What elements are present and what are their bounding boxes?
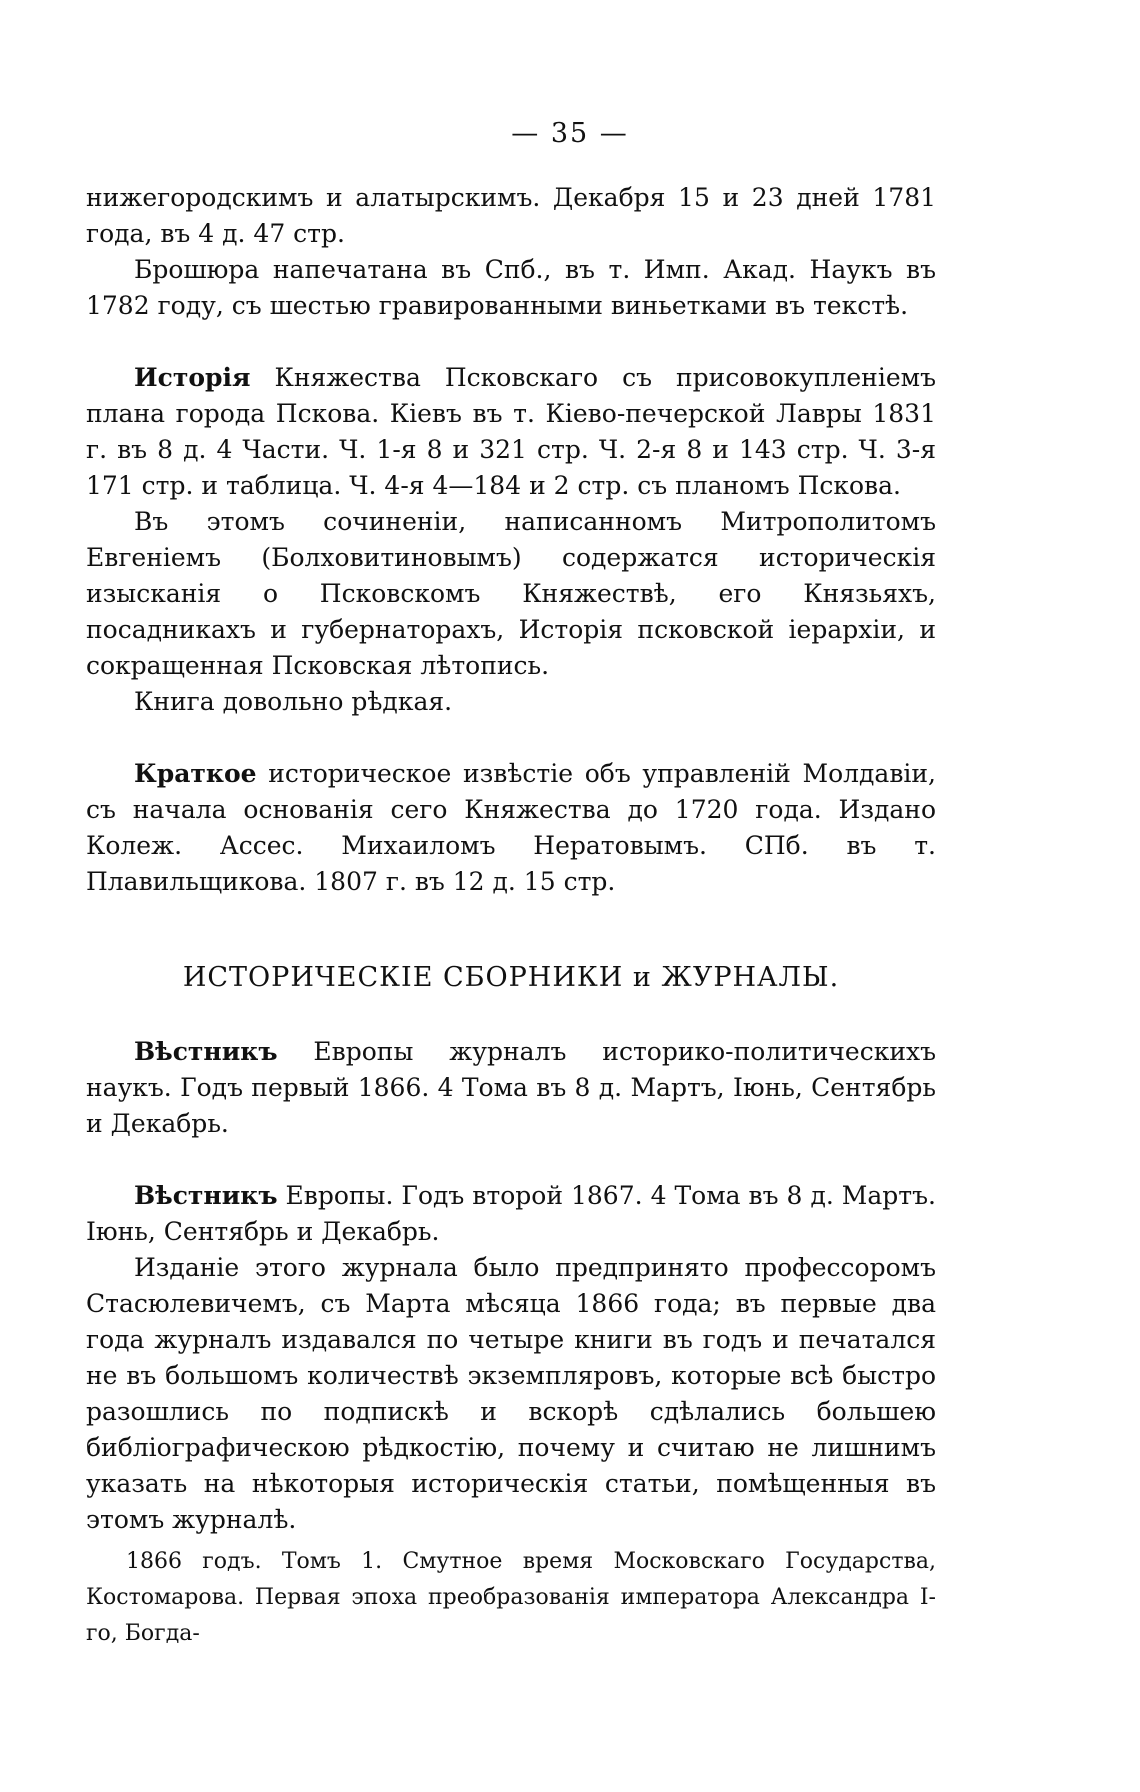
paragraph-izdanie: Изданіе этого журнала было предпринято профессоромъ Стасюлевичемъ, съ Марта мѣсяца 1866 года; въ первые два года журналъ издавался по четыре книги въ годъ и печатался не въ большомъ количествѣ экземпляровъ, которые всѣ быстро разошлись по подпискѣ и вскорѣ сдѣлались большею библіографическою рѣдкостію, почему и считаю не лишнимъ указать на нѣкоторыя историческія статьи, помѣщенныя въ этомъ журналѣ. xyxy=(86,1253,936,1534)
spacer xyxy=(86,998,936,1034)
entry-text: Европы. Годъ второй 1867. 4 Тома въ 8 д. Мартъ. Іюнь, Сентябрь и Декабрь. xyxy=(86,1181,936,1246)
spacer xyxy=(86,720,936,756)
page-number: — 35 — xyxy=(511,118,629,149)
spacer xyxy=(86,1142,936,1178)
spacer xyxy=(86,324,936,360)
entry-lead: Исторія xyxy=(134,363,251,392)
paragraph-broshyura: Брошюра напечатана въ Спб., въ т. Имп. Акад. Наукъ въ 1782 году, съ шестью гравированными виньетками въ текстѣ. xyxy=(86,255,936,320)
paragraph-redkaya: Книга довольно рѣдкая. xyxy=(134,687,453,716)
entry-lead: Вѣстникъ xyxy=(134,1181,278,1210)
paragraph-evgeniy: Въ этомъ сочиненіи, написанномъ Митрополитомъ Евгеніемъ (Болховитиновымъ) содержатся историческія изысканія о Псковскомъ Княжествѣ, его Князьяхъ, посадникахъ и губернаторахъ, Исторія псковской іерархіи, и сокращенная Псковская лѣтопись. xyxy=(86,507,936,680)
section-heading: ИСТОРИЧЕСКІЕ СБОРНИКИ и ЖУРНАЛЫ. xyxy=(182,962,840,993)
entry-text: Княжества Псковскаго съ присовокупленіемъ плана города Пскова. Кіевъ въ т. Кіево-печерской Лавры 1831 г. въ 8 д. 4 Части. Ч. 1-я 8 и 321 стр. Ч. 2-я 8 и 143 стр. Ч. 3-я 171 стр. и таблица. Ч. 4-я 4—184 и 2 стр. съ планомъ Пскова. xyxy=(86,363,936,500)
entry-kratkoe xyxy=(86,756,936,900)
entry-istoriya xyxy=(86,360,936,504)
entry-text: Европы журналъ историко-политическихъ наукъ. Годъ первый 1866. 4 Тома въ 8 д. Мартъ, Іюнь, Сентябрь и Декабрь. xyxy=(86,1037,936,1138)
entry-vestnik-1866 xyxy=(86,1034,936,1142)
entry-lead: Вѣстникъ xyxy=(134,1037,278,1066)
entry-lead: Краткое xyxy=(134,759,257,788)
spacer xyxy=(86,900,936,958)
list-1866: 1866 годъ. Томъ 1. Смутное время Московскаго Государства, Костомарова. Первая эпоха преобразованія императора Александра I-го, Богда- xyxy=(86,1549,936,1646)
paragraph-nizhegorod: нижегородскимъ и алатырскимъ. Декабря 15 и 23 дней 1781 года, въ 4 д. 47 стр. xyxy=(86,183,936,248)
page-content xyxy=(86,180,936,1652)
entry-text: историческое извѣстіе объ управленій Молдавіи, съ начала основанія сего Княжества до 1720 года. Издано Колеж. Ассес. Михаиломъ Нератовымъ. СПб. въ т. Плавильщикова. 1807 г. въ 12 д. 15 стр. xyxy=(86,759,936,896)
entry-vestnik-1867 xyxy=(86,1178,936,1250)
